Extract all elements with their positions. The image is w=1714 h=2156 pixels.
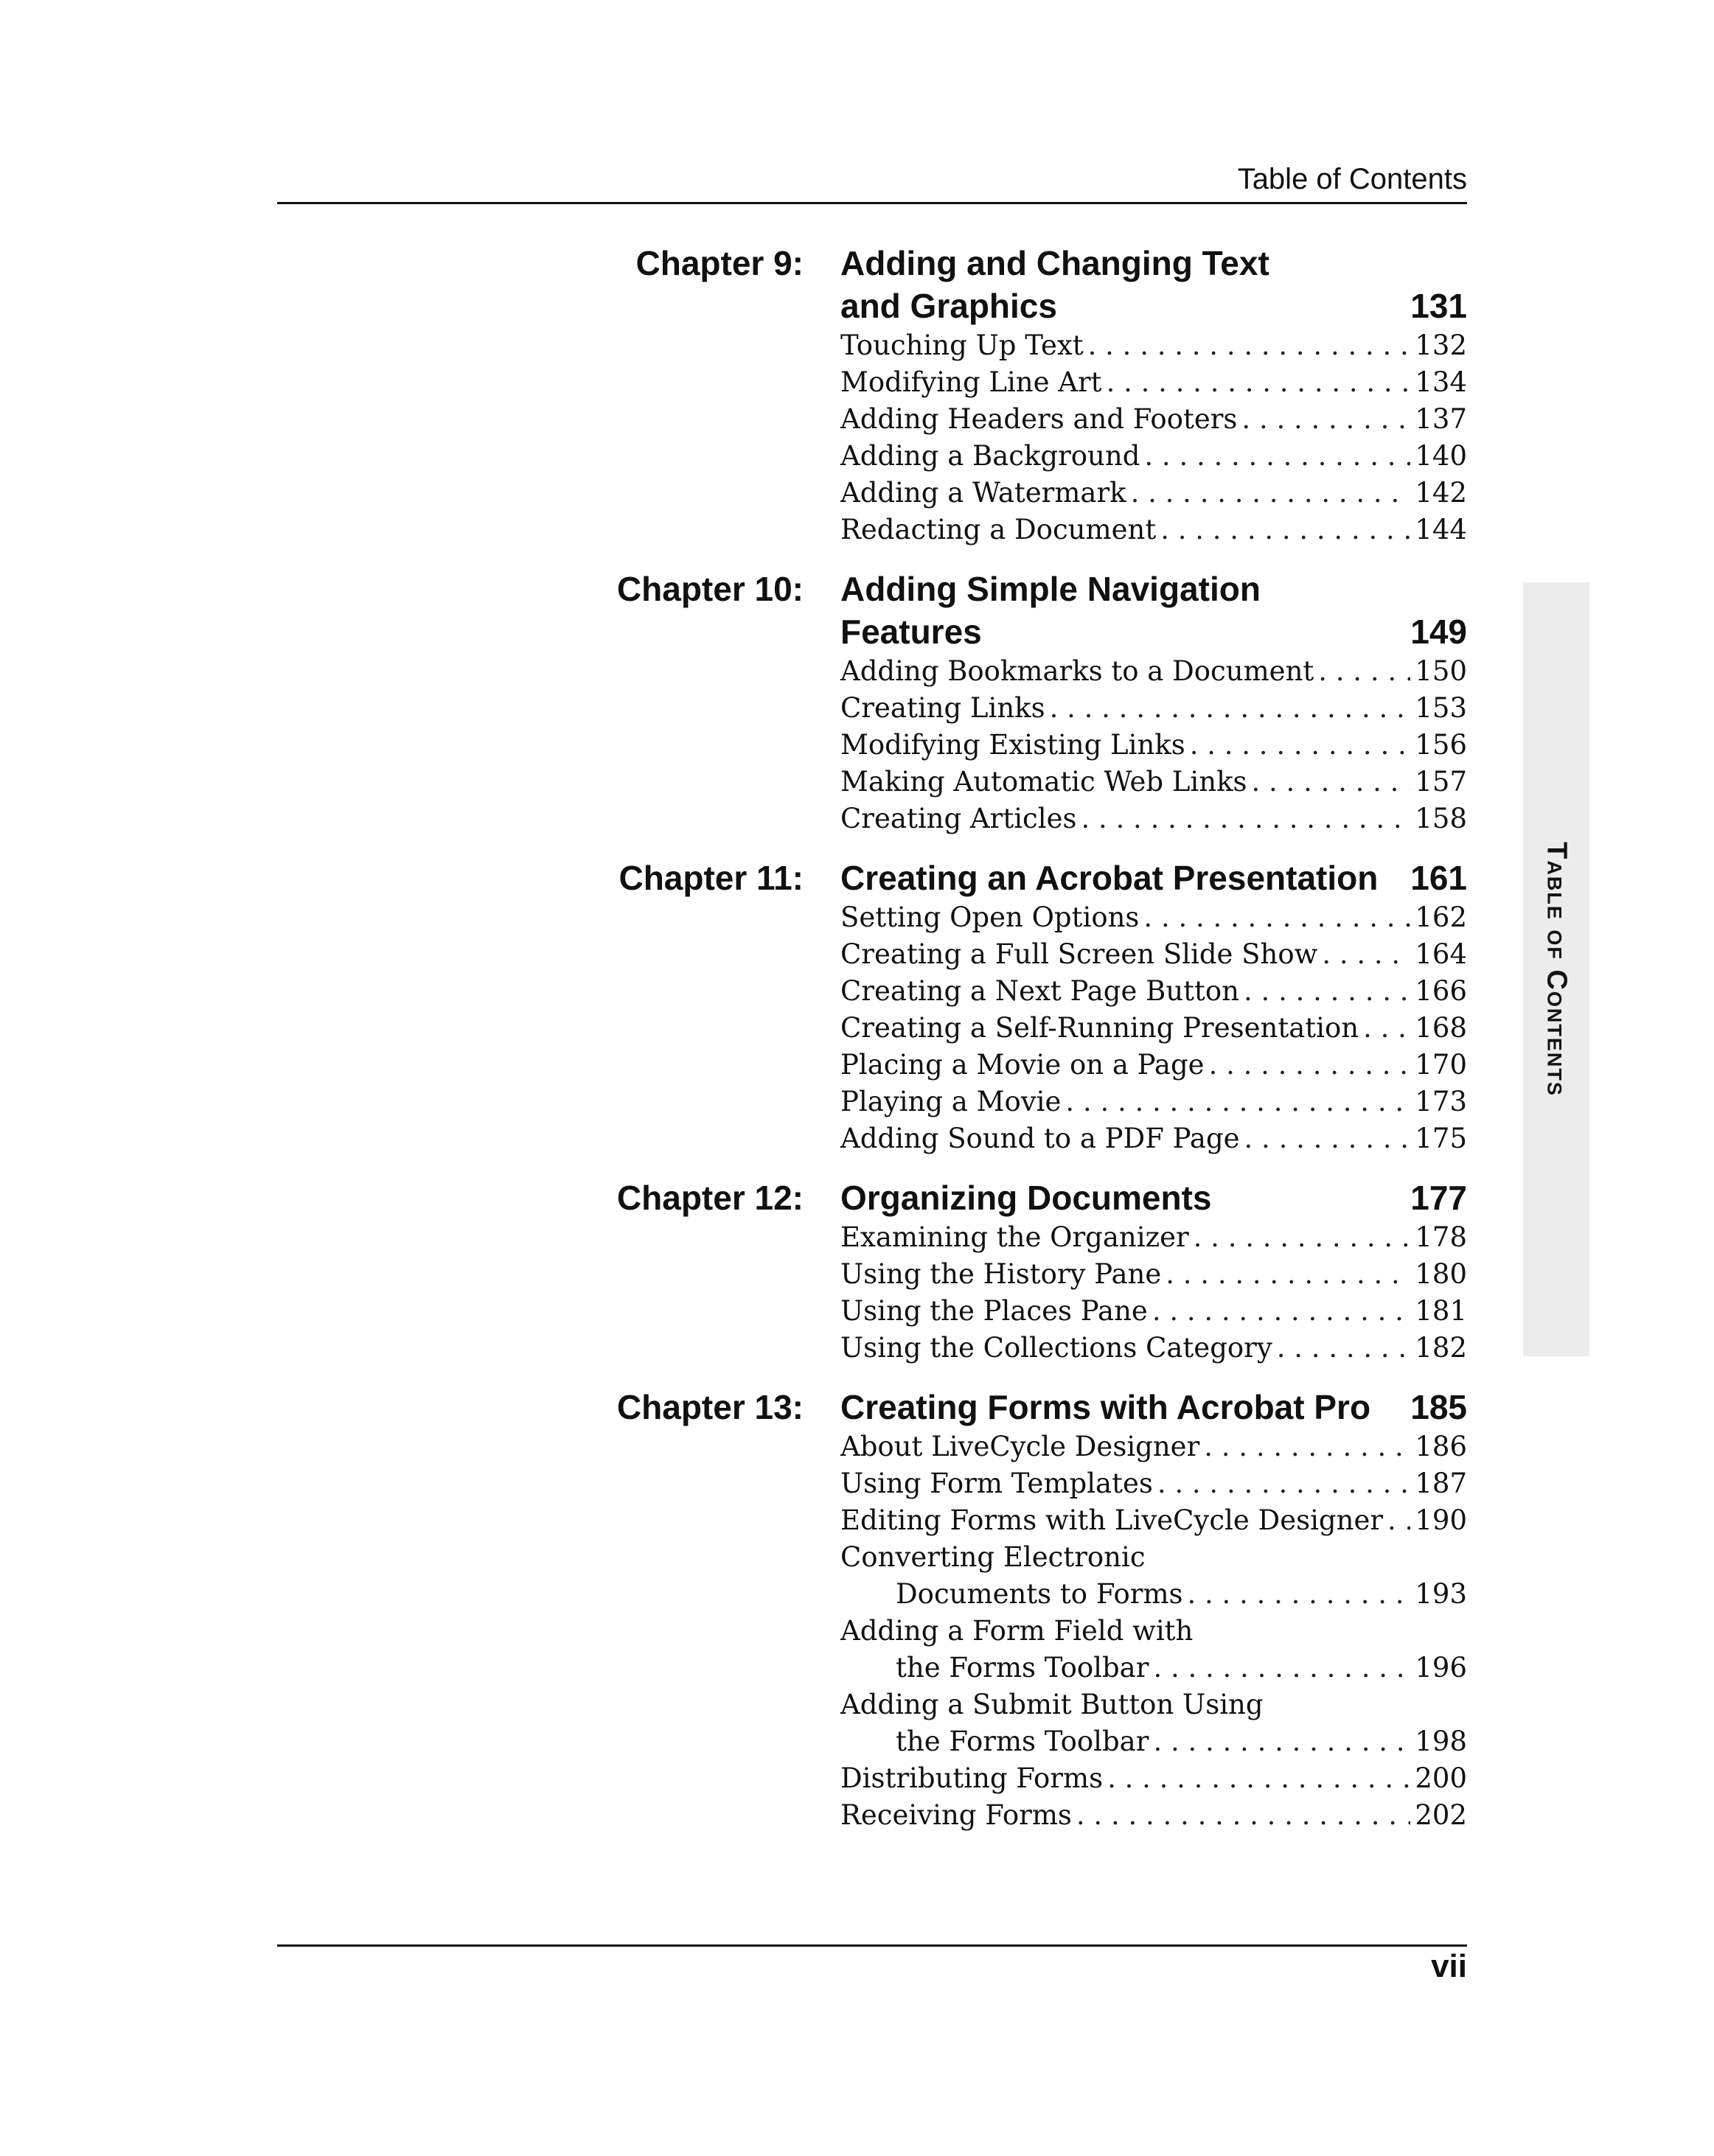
dot-leader [1157, 1465, 1411, 1502]
entry-title: Modifying Existing Links [840, 729, 1185, 761]
table-of-contents [0, 242, 1714, 1853]
entry-page: 134 [1415, 366, 1467, 398]
chapter-title-line: Adding and Changing Text [840, 244, 1269, 282]
toc-entry[interactable] [840, 475, 1467, 512]
entry-title: Creating a Self-Running Presentation [840, 1012, 1359, 1044]
entry-title: Receiving Forms [840, 1799, 1072, 1831]
entry-page: 137 [1415, 403, 1467, 435]
entry-title: Using the Places Pane [840, 1295, 1148, 1327]
chapter-title [840, 857, 1467, 899]
chapter-title [840, 568, 1467, 653]
chapter-title [840, 1176, 1467, 1219]
dot-leader [1153, 1650, 1410, 1686]
chapter-title [840, 1386, 1467, 1428]
dot-leader [1244, 973, 1410, 1010]
entry-title: Distributing Forms [840, 1762, 1104, 1794]
chapter-10 [0, 568, 1714, 837]
entry-page: 187 [1415, 1468, 1467, 1499]
toc-entry[interactable] [840, 936, 1467, 973]
entry-page: 153 [1415, 692, 1467, 724]
chapter-page: 185 [1410, 1388, 1467, 1426]
chapter-12 [0, 1176, 1714, 1367]
chapter-label: Chapter 12: [616, 1179, 804, 1217]
chapter-page: 131 [1410, 287, 1467, 325]
chapter-label: Chapter 10: [616, 570, 804, 608]
chapter-title-line: Creating Forms with Acrobat Pro [840, 1388, 1371, 1426]
header-rule [277, 202, 1467, 204]
entry-page: 164 [1415, 938, 1467, 970]
entry-page: 166 [1415, 975, 1467, 1007]
entry-title: Using the Collections Category [840, 1332, 1272, 1364]
toc-entry[interactable] [840, 364, 1467, 401]
entry-title: Setting Open Options [840, 901, 1140, 933]
entry-page: 182 [1415, 1332, 1467, 1364]
entry-title: Adding Bookmarks to a Document [840, 655, 1314, 687]
toc-entry[interactable] [840, 690, 1467, 727]
dot-leader [1209, 1047, 1411, 1084]
dot-leader [1107, 364, 1411, 401]
dot-leader [1241, 401, 1410, 438]
entry-title: Playing a Movie [840, 1086, 1062, 1117]
running-head: Table of Contents [1237, 163, 1467, 195]
dot-leader [1160, 512, 1410, 548]
dot-leader [1188, 1576, 1411, 1613]
dot-leader [1152, 1293, 1411, 1330]
side-tab-label: Table of Contents [1541, 842, 1572, 1097]
toc-entry[interactable] [840, 1797, 1467, 1834]
toc-entry[interactable] [840, 1047, 1467, 1084]
entry-title: the Forms Toolbar [896, 1726, 1149, 1757]
entry-title: Adding Sound to a PDF Page [840, 1123, 1240, 1154]
entry-title: Adding Headers and Footers [840, 403, 1238, 435]
toc-entry-multiline[interactable] [840, 1613, 1467, 1686]
dot-leader [1166, 1256, 1410, 1293]
entry-title: Touching Up Text [840, 329, 1084, 361]
entry-title-line: Adding a Submit Button Using [840, 1689, 1264, 1720]
chapter-title-line: and Graphics [840, 287, 1057, 325]
chapter-label: Chapter 13: [616, 1388, 804, 1426]
entry-page: 168 [1415, 1012, 1467, 1044]
entry-title: Placing a Movie on a Page [840, 1049, 1205, 1081]
entry-page: 196 [1415, 1652, 1467, 1684]
dot-leader [1252, 764, 1411, 800]
entry-page: 170 [1415, 1049, 1467, 1081]
chapter-13 [0, 1386, 1714, 1834]
dot-leader [1088, 327, 1411, 364]
toc-entry [840, 1650, 1467, 1686]
entry-title: Editing Forms with LiveCycle Designer [840, 1504, 1384, 1536]
toc-entry[interactable] [840, 1084, 1467, 1120]
entry-title: Creating Links [840, 692, 1045, 724]
dot-leader [1318, 653, 1410, 690]
chapter-page: 161 [1410, 859, 1467, 897]
entry-title: Making Automatic Web Links [840, 766, 1247, 798]
entry-page: 140 [1415, 440, 1467, 472]
entry-page: 181 [1415, 1295, 1467, 1327]
chapter-body [840, 1386, 1467, 1834]
entry-page: 132 [1415, 329, 1467, 361]
entry-title: Using the History Pane [840, 1258, 1162, 1290]
dot-leader [1194, 1219, 1411, 1256]
chapter-body [840, 242, 1467, 548]
entry-page: 190 [1415, 1504, 1467, 1536]
entry-page: 156 [1415, 729, 1467, 761]
dot-leader [1363, 1010, 1410, 1047]
chapter-label: Chapter 11: [619, 859, 804, 897]
chapter-11 [0, 857, 1714, 1157]
dot-leader [1322, 936, 1410, 973]
toc-entry[interactable] [840, 1760, 1467, 1797]
chapter-page: 149 [1410, 613, 1467, 651]
entry-page: 175 [1415, 1123, 1467, 1154]
entry-list [840, 899, 1467, 1157]
page-number: vii [1431, 1948, 1467, 1984]
toc-entry[interactable] [840, 727, 1467, 764]
dot-leader [1050, 690, 1411, 727]
chapter-title [840, 285, 1467, 327]
chapter-title-line: Creating an Acrobat Presentation [840, 859, 1379, 897]
toc-entry[interactable] [840, 1502, 1467, 1539]
dot-leader [1277, 1330, 1411, 1367]
toc-entry[interactable] [840, 653, 1467, 690]
entry-list [840, 653, 1467, 837]
toc-entry[interactable] [840, 800, 1467, 837]
entry-page: 173 [1415, 1086, 1467, 1117]
toc-entry[interactable] [840, 973, 1467, 1010]
entry-title: the Forms Toolbar [896, 1652, 1149, 1684]
entry-title: Documents to Forms [896, 1578, 1183, 1610]
toc-entry[interactable] [840, 327, 1467, 364]
entry-title: About LiveCycle Designer [840, 1431, 1200, 1462]
entry-title: Modifying Line Art [840, 366, 1102, 398]
entry-page: 162 [1415, 901, 1467, 933]
entry-title: Adding a Watermark [840, 477, 1126, 509]
entry-page: 158 [1415, 803, 1467, 834]
chapter-title-line: Adding Simple Navigation Features [840, 570, 1261, 651]
entry-list [840, 1219, 1467, 1367]
entry-page: 180 [1415, 1258, 1467, 1290]
dot-leader [1387, 1502, 1410, 1539]
dot-leader [1144, 438, 1410, 475]
toc-entry[interactable] [840, 1428, 1467, 1465]
entry-list [840, 1428, 1467, 1834]
entry-page: 198 [1415, 1726, 1467, 1757]
entry-page: 200 [1415, 1762, 1467, 1794]
entry-title-line: Adding a Form Field with [840, 1615, 1194, 1647]
entry-title-line: Converting Electronic [840, 1541, 1146, 1573]
entry-title: Examining the Organizer [840, 1221, 1189, 1253]
entry-title: Creating a Next Page Button [840, 975, 1240, 1007]
dot-leader [1143, 899, 1410, 936]
dot-leader [1107, 1760, 1410, 1797]
entry-page: 202 [1415, 1799, 1467, 1831]
entry-page: 157 [1415, 766, 1467, 798]
toc-entry [840, 1576, 1467, 1613]
chapter-label: Chapter 9: [635, 244, 804, 282]
dot-leader [1081, 800, 1410, 837]
toc-entry[interactable] [840, 1330, 1467, 1367]
toc-entry[interactable] [840, 401, 1467, 438]
entry-page: 144 [1415, 514, 1467, 545]
dot-leader [1131, 475, 1411, 512]
chapter-body [840, 568, 1467, 837]
entry-page: 142 [1415, 477, 1467, 509]
toc-entry[interactable] [840, 512, 1467, 548]
toc-entry[interactable] [840, 764, 1467, 800]
dot-leader [1076, 1797, 1410, 1834]
entry-page: 178 [1415, 1221, 1467, 1253]
toc-entry[interactable] [840, 1120, 1467, 1157]
toc-entry[interactable] [840, 899, 1467, 936]
entry-title: Using Form Templates [840, 1468, 1153, 1499]
chapter-page: 177 [1410, 1179, 1467, 1217]
entry-page: 150 [1415, 655, 1467, 687]
toc-entry-multiline[interactable] [840, 1539, 1467, 1613]
dot-leader [1065, 1084, 1410, 1120]
toc-entry[interactable] [840, 438, 1467, 475]
entry-list [840, 327, 1467, 548]
toc-entry[interactable] [840, 1010, 1467, 1047]
entry-title: Adding a Background [840, 440, 1140, 472]
entry-page: 186 [1415, 1431, 1467, 1462]
dot-leader [1190, 727, 1411, 764]
toc-entry[interactable] [840, 1256, 1467, 1293]
entry-title: Redacting a Document [840, 514, 1157, 545]
toc-entry[interactable] [840, 1293, 1467, 1330]
toc-entry [840, 1723, 1467, 1760]
dot-leader [1244, 1120, 1411, 1157]
entry-page: 193 [1415, 1578, 1467, 1610]
chapter-body [840, 857, 1467, 1157]
entry-title: Creating Articles [840, 803, 1077, 834]
chapter-body [840, 1176, 1467, 1367]
chapter-9 [0, 242, 1714, 548]
entry-title: Creating a Full Screen Slide Show [840, 938, 1318, 970]
toc-entry-multiline[interactable] [840, 1686, 1467, 1760]
chapter-title-line: Organizing Documents [840, 1179, 1212, 1217]
toc-entry[interactable] [840, 1219, 1467, 1256]
toc-entry[interactable] [840, 1465, 1467, 1502]
dot-leader [1153, 1723, 1410, 1760]
dot-leader [1204, 1428, 1410, 1465]
